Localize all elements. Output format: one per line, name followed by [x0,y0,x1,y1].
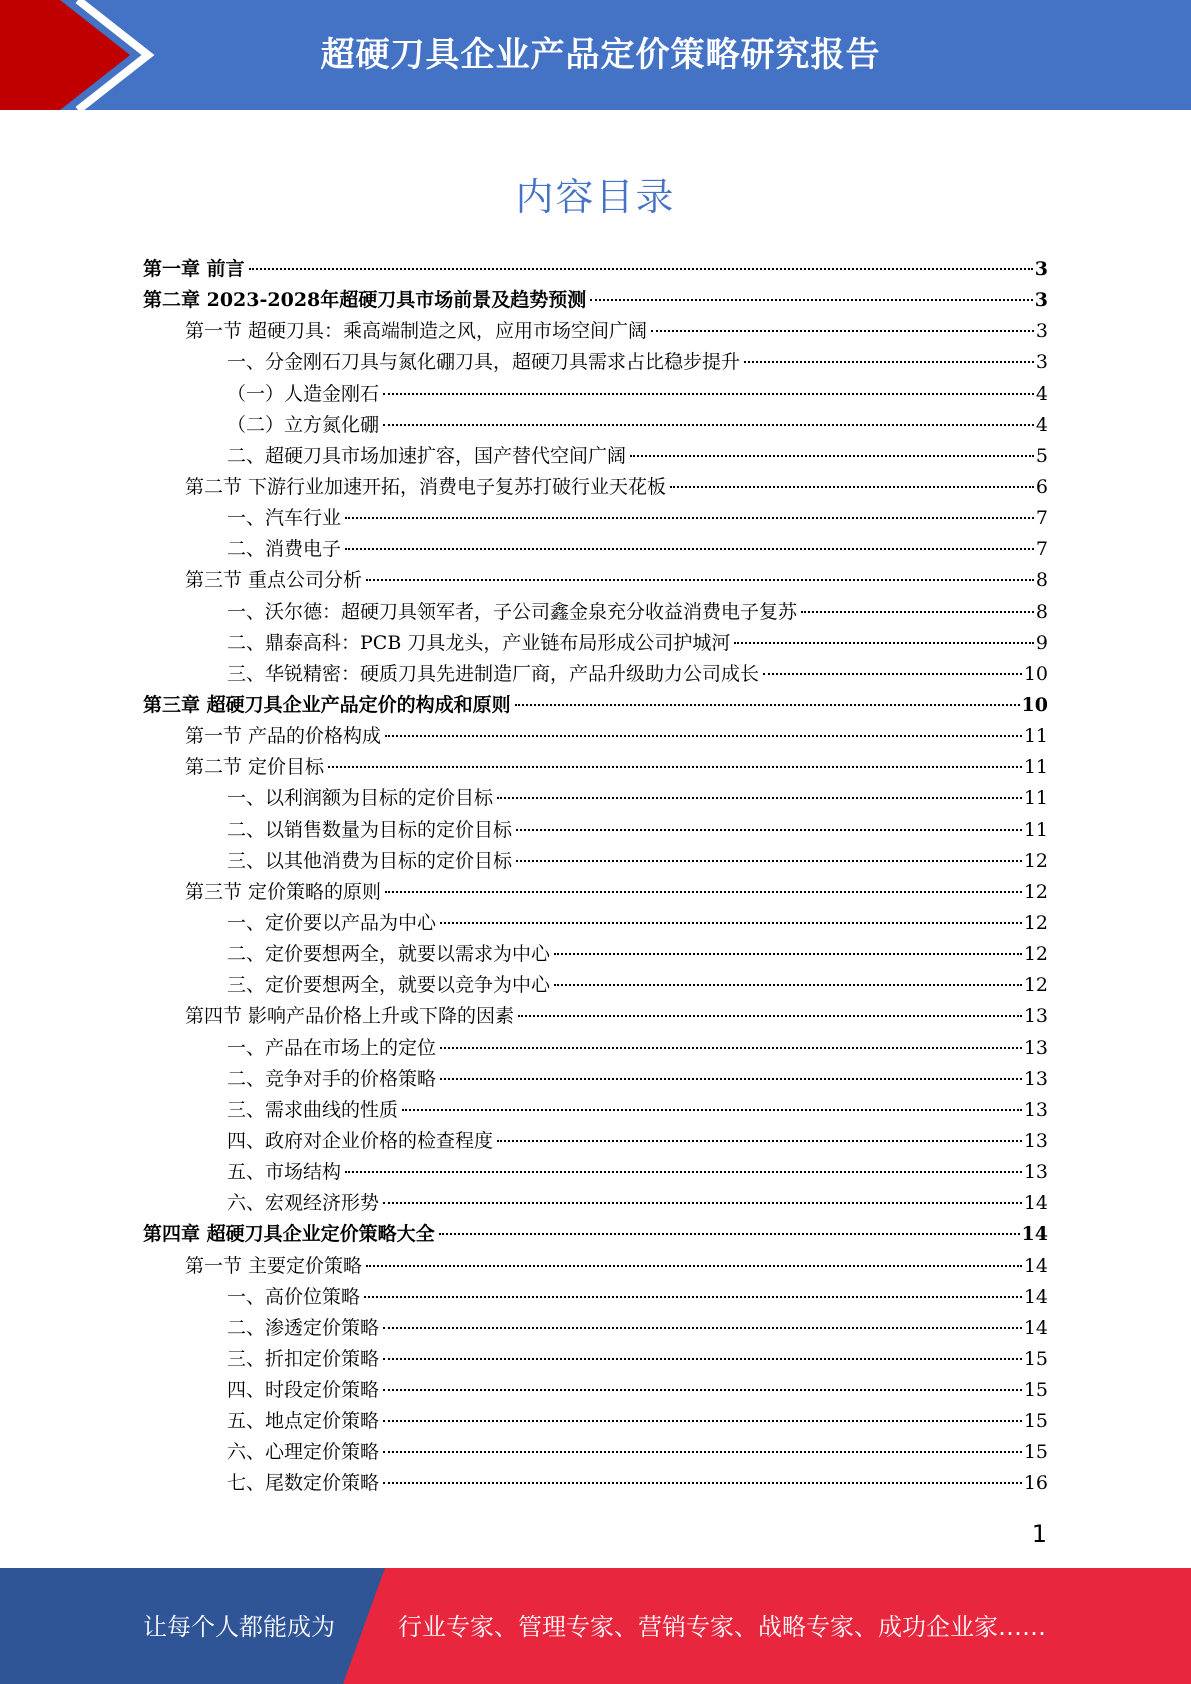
toc-entry[interactable] [143,1033,1048,1064]
toc-entry-title: 第三节 定价策略的原则 [185,880,382,903]
toc-entry-page: 13 [1023,1129,1048,1152]
toc-entry-page: 13 [1023,1005,1048,1028]
toc-dot-leader [383,1451,1022,1453]
toc-entry-page: 16 [1023,1472,1048,1495]
page-number: 1 [1031,1520,1047,1548]
toc-entry-title: 六、心理定价策略 [227,1441,380,1464]
toc-entry-title: 二、鼎泰高科：PCB 刀具龙头，产业链布局形成公司护城河 [227,631,731,654]
toc-dot-leader [516,829,1022,831]
toc-entry-page: 7 [1035,507,1048,530]
toc-dot-leader [801,611,1034,613]
toc-dot-leader [734,642,1034,644]
toc-entry[interactable] [143,1157,1048,1188]
toc-dot-leader [345,1171,1022,1173]
toc-entry-title: 六、宏观经济形势 [227,1192,380,1215]
toc-entry-title: 第三节 重点公司分析 [185,569,363,592]
toc-entry-page: 14 [1023,1285,1048,1308]
toc-entry-title: 一、分金刚石刀具与氮化硼刀具，超硬刀具需求占比稳步提升 [227,351,741,374]
toc-dot-leader [497,797,1022,799]
toc-entry[interactable] [143,1437,1048,1468]
toc-dot-leader [383,424,1034,426]
toc-entry-page: 12 [1023,974,1048,997]
toc-dot-leader [345,517,1034,519]
toc-entry-page: 15 [1023,1441,1048,1464]
toc-entry-title: 一、定价要以产品为中心 [227,911,437,934]
toc-entry-page: 14 [1023,1192,1048,1215]
toc-dot-leader [554,953,1022,955]
toc-entry-page: 3 [1035,351,1048,374]
toc-entry-title: 七、尾数定价策略 [227,1472,380,1495]
toc-dot-leader [497,1140,1022,1142]
toc-dot-leader [440,1078,1022,1080]
toc-dot-leader [385,735,1022,737]
toc-entry[interactable] [143,659,1048,690]
toc-entry-title: 三、定价要想两全，就要以竞争为中心 [227,974,551,997]
toc-dot-leader [383,1358,1022,1360]
toc-dot-leader [383,1482,1022,1484]
toc-entry[interactable] [143,752,1048,783]
toc-entry-page: 15 [1023,1347,1048,1370]
toc-dot-leader [364,1296,1022,1298]
toc-entry[interactable] [143,628,1048,659]
toc-entry-page: 14 [1021,1223,1048,1246]
toc-entry-page: 14 [1023,1254,1048,1277]
toc-entry[interactable] [143,410,1048,441]
toc-dot-leader [651,330,1034,332]
toc-entry-page: 13 [1023,1067,1048,1090]
toc-dot-leader [366,579,1034,581]
toc-dot-leader [630,455,1034,457]
toc-entry-page: 15 [1023,1410,1048,1433]
toc-entry-page: 14 [1023,1316,1048,1339]
toc-entry[interactable] [143,1406,1048,1437]
toc-entry[interactable] [143,970,1048,1001]
toc-entry-page: 5 [1035,444,1048,467]
toc-entry-title: 二、超硬刀具市场加速扩容，国产替代空间广阔 [227,444,627,467]
toc-entry-page: 11 [1023,818,1048,841]
toc-dot-leader [345,548,1034,550]
toc-entry[interactable] [143,783,1048,814]
toc-entry[interactable] [143,846,1048,877]
toc-entry-title: 一、以利润额为目标的定价目标 [227,787,494,810]
toc-entry-page: 7 [1035,538,1048,561]
toc-entry-page: 13 [1023,1098,1048,1121]
toc-dot-leader [383,1389,1022,1391]
toc-entry[interactable] [143,472,1048,503]
toc-entry-title: 第四节 影响产品价格上升或下降的因素 [185,1005,515,1028]
toc-entry-page: 12 [1023,943,1048,966]
toc-entry-page: 3 [1035,320,1048,343]
toc-entry-title: 第一节 超硬刀具：乘高端制造之风，应用市场空间广阔 [185,320,648,343]
toc-entry-page: 15 [1023,1379,1048,1402]
toc-entry-page: 6 [1035,475,1048,498]
toc-dot-leader [516,860,1022,862]
toc-dot-leader [439,1233,1020,1235]
toc-entry[interactable] [143,877,1048,908]
toc-entry-title: 四、时段定价策略 [227,1379,380,1402]
toc-entry[interactable] [143,1001,1048,1032]
toc-entry[interactable] [143,379,1048,410]
toc-entry-page: 12 [1023,849,1048,872]
toc-dot-leader [383,1327,1022,1329]
footer-slogan-left: 让每个人都能成为 [143,1613,335,1641]
toc-entry-page: 11 [1023,787,1048,810]
toc-dot-leader [554,984,1022,986]
toc-entry[interactable] [143,534,1048,565]
toc-entry-title: 第一节 主要定价策略 [185,1254,363,1277]
toc-entry[interactable] [143,690,1048,721]
toc-entry-page: 11 [1023,725,1048,748]
toc-entry-title: （一）人造金刚石 [227,382,380,405]
toc-entry[interactable] [143,565,1048,596]
toc-dot-leader [590,299,1033,301]
toc-entry-title: 一、汽车行业 [227,507,342,530]
table-of-contents [143,254,1048,1500]
toc-entry-page: 3 [1034,289,1048,312]
toc-entry-page: 8 [1035,569,1048,592]
toc-entry[interactable] [143,1468,1048,1499]
toc-entry-title: 第一章 前言 [143,258,245,280]
report-title: 超硬刀具企业产品定价策略研究报告 [320,35,881,75]
toc-entry[interactable] [143,1126,1048,1157]
toc-entry-page: 3 [1034,258,1048,280]
toc-entry-title: 第二节 下游行业加速开拓，消费电子复苏打破行业天花板 [185,475,667,498]
toc-entry-page: 10 [1023,662,1048,685]
toc-entry[interactable] [143,597,1048,628]
toc-dot-leader [744,361,1034,363]
toc-dot-leader [385,891,1022,893]
toc-dot-leader [249,268,1033,270]
toc-dot-leader [518,1015,1022,1017]
toc-entry[interactable] [143,254,1048,285]
toc-entry-title: 二、消费电子 [227,538,342,561]
toc-entry-title: 三、需求曲线的性质 [227,1098,399,1121]
toc-dot-leader [328,766,1022,768]
toc-entry[interactable] [143,1064,1048,1095]
toc-entry-page: 12 [1023,880,1048,903]
toc-entry-title: 二、定价要想两全，就要以需求为中心 [227,943,551,966]
toc-entry-title: 五、市场结构 [227,1161,342,1184]
toc-entry-page: 12 [1023,911,1048,934]
toc-dot-leader [366,1265,1022,1267]
footer-slogan-right: 行业专家、管理专家、营销专家、战略专家、成功企业家…… [398,1613,1046,1641]
header-banner [0,0,1191,110]
toc-entry-title: 三、以其他消费为目标的定价目标 [227,849,513,872]
toc-entry[interactable] [143,347,1048,378]
toc-entry-title: 第二节 定价目标 [185,756,325,779]
toc-dot-leader [670,486,1034,488]
toc-entry[interactable] [143,316,1048,347]
toc-entry[interactable] [143,1375,1048,1406]
toc-entry[interactable] [143,1251,1048,1282]
toc-dot-leader [515,704,1020,706]
toc-entry[interactable] [143,721,1048,752]
toc-entry[interactable] [143,1219,1048,1250]
toc-dot-leader [440,1047,1022,1049]
toc-entry[interactable] [143,1188,1048,1219]
toc-entry-title: （二）立方氮化硼 [227,413,380,436]
toc-entry-title: 四、政府对企业价格的检查程度 [227,1129,494,1152]
toc-entry-page: 4 [1035,382,1048,405]
toc-entry-title: 二、渗透定价策略 [227,1316,380,1339]
toc-entry-page: 4 [1035,413,1048,436]
toc-heading: 内容目录 [515,175,676,219]
toc-entry[interactable] [143,285,1048,316]
toc-entry[interactable] [143,441,1048,472]
toc-entry-title: 五、地点定价策略 [227,1410,380,1433]
toc-entry[interactable] [143,1313,1048,1344]
toc-entry-page: 10 [1021,693,1048,716]
toc-dot-leader [383,393,1034,395]
toc-entry-page: 11 [1023,756,1048,779]
toc-entry-title: 一、高价位策略 [227,1285,361,1308]
toc-entry-title: 第三章 超硬刀具企业产品定价的构成和原则 [143,693,511,716]
toc-entry[interactable] [143,503,1048,534]
toc-dot-leader [763,673,1022,675]
toc-entry-title: 二、竞争对手的价格策略 [227,1067,437,1090]
toc-entry-title: 第一节 产品的价格构成 [185,725,382,748]
toc-entry-page: 13 [1023,1161,1048,1184]
toc-entry-page: 9 [1035,631,1048,654]
toc-dot-leader [383,1202,1022,1204]
toc-entry[interactable] [143,939,1048,970]
toc-entry[interactable] [143,1282,1048,1313]
toc-entry[interactable] [143,1344,1048,1375]
toc-dot-leader [402,1109,1022,1111]
toc-dot-leader [383,1420,1022,1422]
toc-entry[interactable] [143,1095,1048,1126]
toc-entry-page: 8 [1035,600,1048,623]
toc-entry-title: 二、以销售数量为目标的定价目标 [227,818,513,841]
toc-entry-title: 一、沃尔德：超硬刀具领军者，子公司鑫金泉充分收益消费电子复苏 [227,600,798,623]
toc-dot-leader [440,922,1022,924]
toc-entry[interactable] [143,908,1048,939]
toc-entry-title: 第二章 2023-2028年超硬刀具市场前景及趋势预测 [143,289,587,312]
toc-entry-title: 三、折扣定价策略 [227,1347,380,1370]
toc-entry-page: 13 [1023,1036,1048,1059]
toc-entry-title: 第四章 超硬刀具企业定价策略大全 [143,1223,435,1246]
footer-banner [0,1568,1191,1684]
toc-entry-title: 三、华锐精密：硬质刀具先进制造厂商，产品升级助力公司成长 [227,662,760,685]
toc-entry[interactable] [143,815,1048,846]
toc-entry-title: 一、产品在市场上的定位 [227,1036,437,1059]
